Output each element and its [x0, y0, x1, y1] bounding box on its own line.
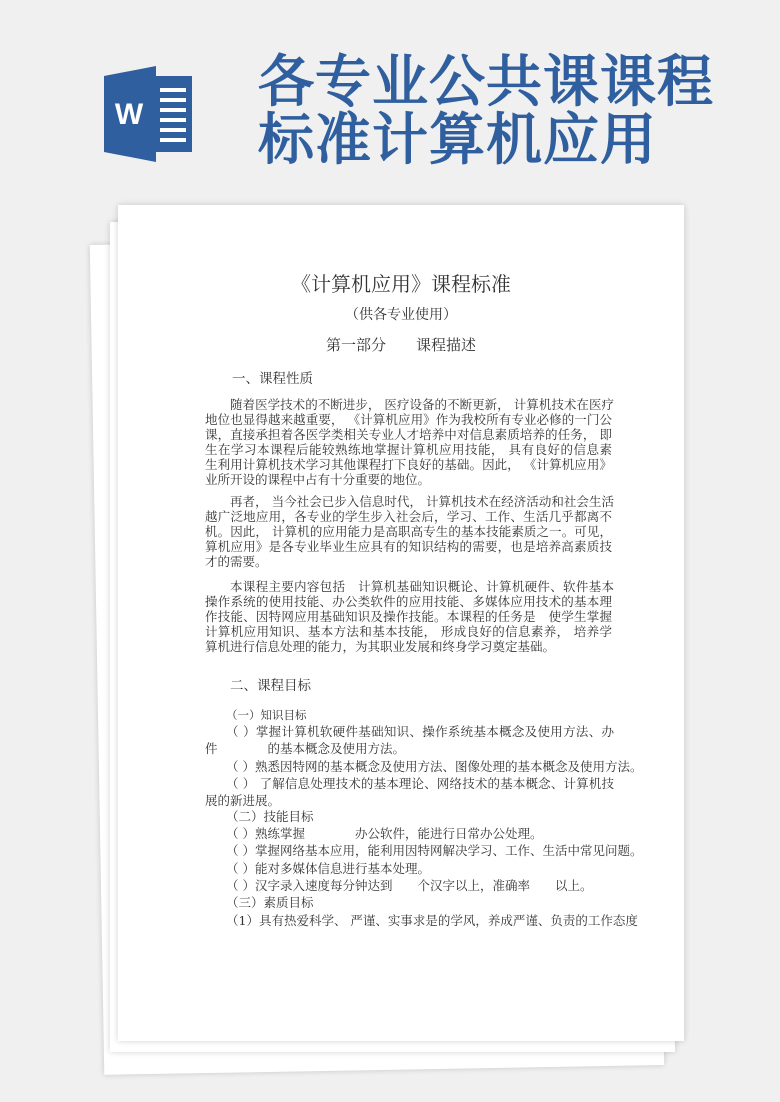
- paragraph-line: 本课程主要内容包括 计算机基础知识概论、计算机硬件、软件基本: [230, 580, 614, 594]
- svg-text:W: W: [114, 98, 144, 131]
- goal-heading: （一）知识目标: [226, 708, 307, 722]
- word-icon: [104, 66, 194, 162]
- paragraph-line: 作技能、因特网应用基础知识及操作技能。本课程的任务是 使学生掌握: [205, 610, 612, 624]
- goal-line: （ ）熟练掌握 办公软件，能进行日常办公处理。: [226, 826, 543, 841]
- part-heading: 第一部分 课程描述: [325, 336, 476, 354]
- goal-heading: （二）技能目标: [226, 809, 314, 824]
- doc-subtitle: （供各专业使用）: [345, 307, 457, 323]
- paragraph-line: 才的需要。: [205, 554, 268, 569]
- paragraph-line: 算机应用》是各专业毕业生应具有的知识结构的需要，也是培养高素质技: [205, 540, 612, 554]
- goal-line: （1）具有热爱科学、 严谨、实事求是的学风，养成严谨、负责的工作态度: [226, 913, 638, 928]
- header-title-line2: 标准计算机应用: [258, 107, 657, 173]
- paragraph-line: 机。因此， 计算机的应用能力是高职高专生的基本技能素质之一。可见，: [205, 525, 612, 539]
- paragraph-line: 地位也显得越来越重要， 《计算机应用》作为我校所有专业必修的一门公: [205, 413, 612, 427]
- header-title-line1: 各专业公共课课程: [258, 49, 714, 115]
- paragraph-line: 计算机应用知识、基本方法和基本技能， 形成良好的信息素养， 培养学: [205, 625, 612, 639]
- section-heading: 二、课程目标: [230, 678, 311, 694]
- paragraph-line: 业所开设的课程中占有十分重要的地位。: [205, 472, 431, 487]
- goal-line: （ ）能对多媒体信息进行基本处理。: [226, 861, 430, 876]
- goal-line: （ ）掌握网络基本应用，能利用因特网解决学习、工作、生活中常见问题。: [226, 843, 643, 858]
- paragraph-line: 生在学习本课程后能较熟练地掌握计算机应用技能， 具有良好的信息素: [205, 443, 612, 457]
- paragraph-line: 课，直接承担着各医学类相关专业人才培养中对信息素质培养的任务， 即: [205, 428, 612, 442]
- paragraph-line: 算机进行信息处理的能力，为其职业发展和终身学习奠定基础。: [205, 639, 556, 654]
- goal-line: （ ）掌握计算机软硬件基础知识、操作系统基本概念及使用方法、办: [226, 724, 614, 739]
- paragraph-line: 越广泛地应用，各专业的学生步入社会后，学习、工作、生活几乎都离不: [205, 510, 612, 524]
- goal-heading: （三）素质目标: [226, 895, 314, 910]
- paragraph-line: 随着医学技术的不断进步， 医疗设备的不断更新， 计算机技术在医疗: [230, 398, 614, 412]
- doc-title: 《计算机应用》课程标准: [291, 272, 511, 296]
- goal-line: 展的新进展。: [205, 793, 281, 808]
- goal-line: （ ）汉字录入速度每分钟达到 个汉字以上，准确率 以上。: [226, 878, 593, 893]
- goal-line: （ ）熟悉因特网的基本概念及使用方法、图像处理的基本概念及使用方法。: [226, 759, 643, 774]
- goal-line: （ ） 了解信息处理技术的基本理论、网络技术的基本概念、计算机技: [226, 776, 614, 791]
- paragraph-line: 生利用计算机技术学习其他课程打下良好的基础。因此， 《计算机应用》: [205, 458, 612, 472]
- section-heading: 一、课程性质: [232, 371, 313, 387]
- paragraph-line: 再者， 当今社会已步入信息时代， 计算机技术在经济活动和社会生活: [230, 495, 614, 509]
- paragraph-line: 操作系统的使用技能、办公类软件的应用技能、多媒体应用技术的基本理: [205, 595, 612, 609]
- goal-line: 件 的基本概念及使用方法。: [205, 741, 406, 756]
